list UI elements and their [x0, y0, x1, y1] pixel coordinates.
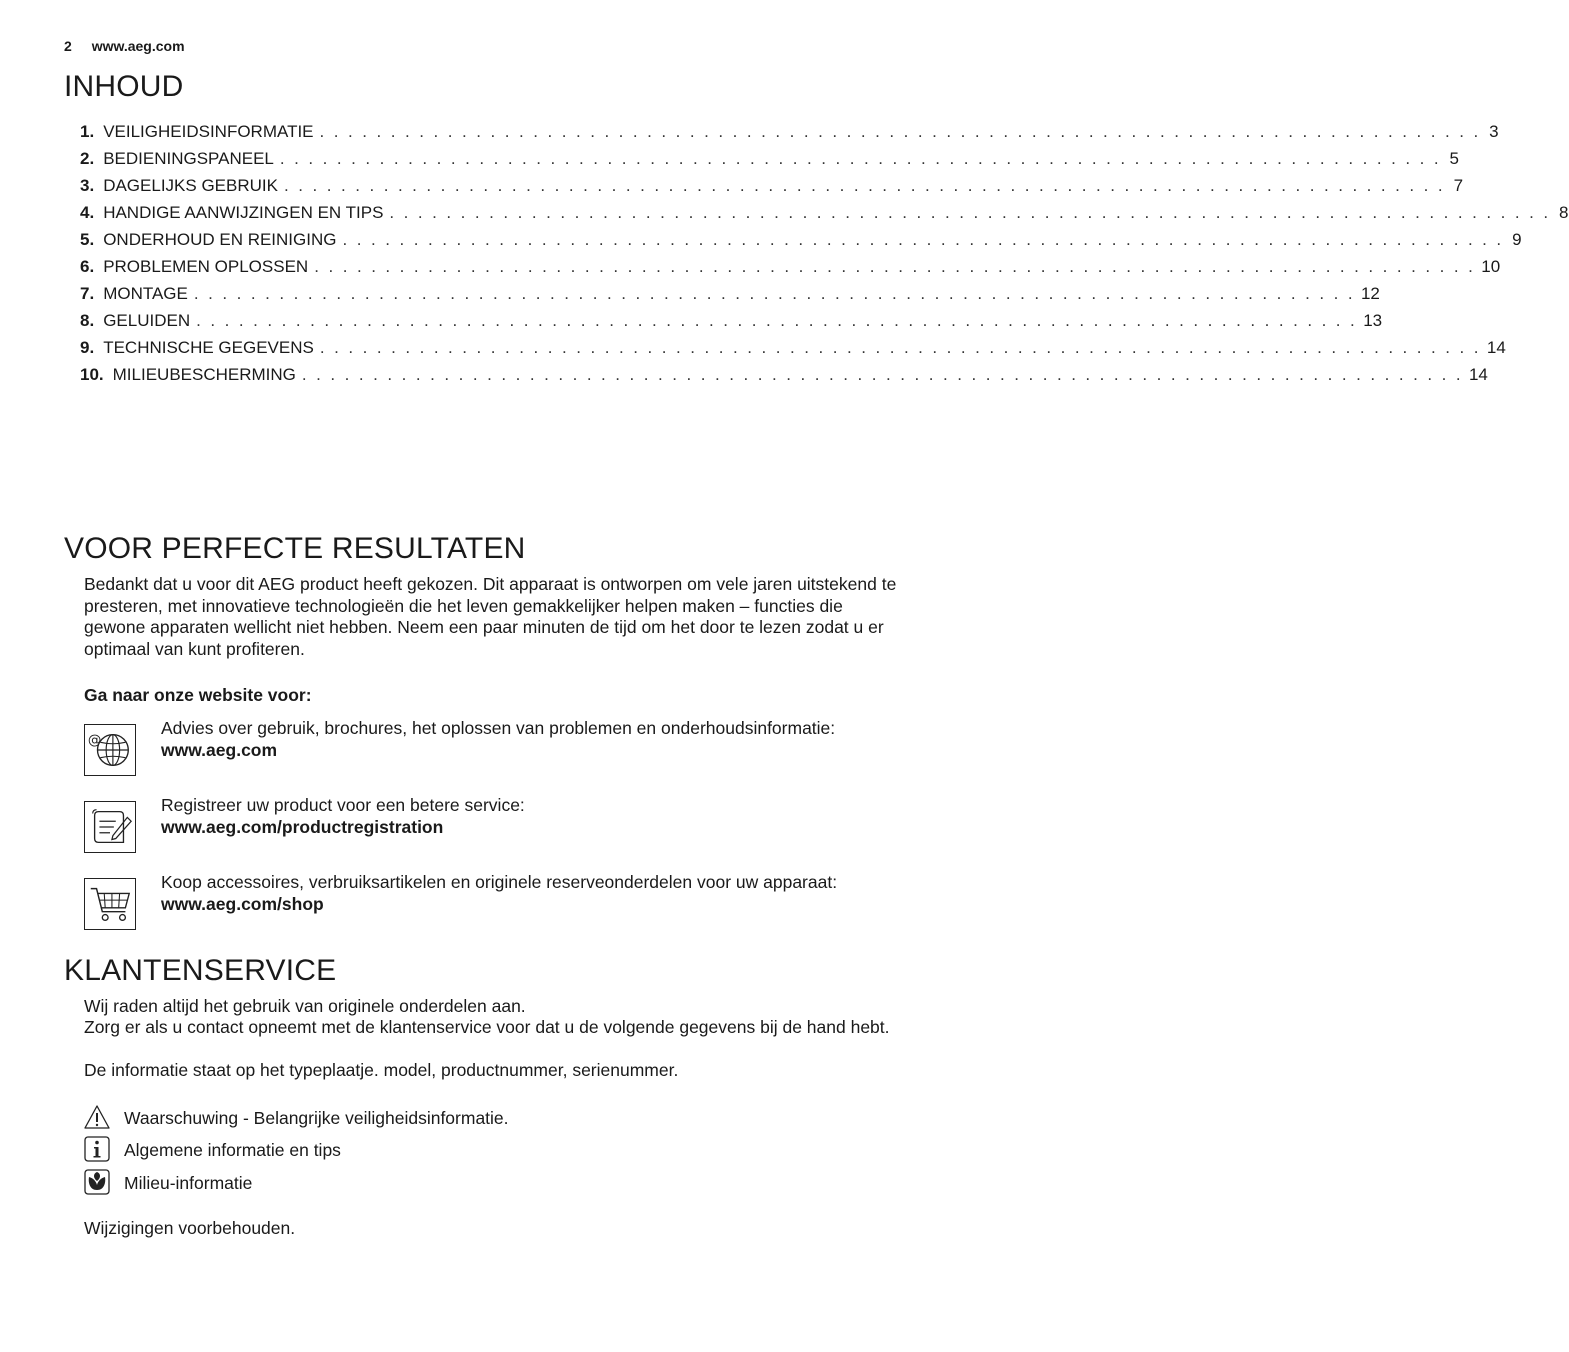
toc-item-number: 2.: [80, 149, 95, 168]
toc-title: INHOUD: [64, 70, 184, 103]
legend-warning: [84, 1104, 784, 1132]
toc-dot-leader: . . . . . . . . . . . . . . . . . . . . . . . . . . . . . . . . . . . . . . . . . . . . . . . . . . . . . . . . . . . . . . . . . . . . . . . . . . . . . . . . . .: [319, 338, 1481, 357]
footer-note: Wijzigingen voorbehouden.: [84, 1218, 296, 1238]
toc-item-title: HANDIGE AANWIJZINGEN EN TIPS: [103, 203, 384, 222]
toc-item-title: ONDERHOUD EN REINIGING: [103, 230, 337, 249]
warning-triangle-icon: [84, 1104, 110, 1130]
toc-dot-leader: . . . . . . . . . . . . . . . . . . . . . . . . . . . . . . . . . . . . . . . . . . . . . . . . . . . . . . . . . . . . . . . . . . . . . . . . . . . . . . . . . .: [283, 176, 1446, 195]
toc-dot-leader: . . . . . . . . . . . . . . . . . . . . . . . . . . . . . . . . . . . . . . . . . . . . . . . . . . . . . . . . . . . . . . . . . . . . . . . . . . . . . . . . . .: [314, 257, 1476, 276]
toc-item-page: 9: [1512, 230, 1522, 249]
toc-item[interactable]: [80, 203, 1569, 230]
website-url[interactable]: www.aeg.com/shop: [161, 893, 324, 914]
toc-item-page: 13: [1363, 311, 1383, 330]
toc-item[interactable]: [80, 365, 1488, 392]
toc-item-page: 3: [1489, 122, 1499, 141]
toc-dot-leader: . . . . . . . . . . . . . . . . . . . . . . . . . . . . . . . . . . . . . . . . . . . . . . . . . . . . . . . . . . . . . . . . . . . . . . . . . . . . . . . . . .: [193, 284, 1355, 303]
legend-text: Algemene informatie en tips: [124, 1140, 341, 1160]
toc-item-title: DAGELIJKS GEBRUIK: [103, 176, 278, 195]
legend-text: Milieu-informatie: [124, 1173, 253, 1193]
website-heading: Ga naar onze website voor:: [84, 685, 312, 705]
toc-item-number: 8.: [80, 311, 95, 330]
header-site-link[interactable]: www.aeg.com: [91, 38, 185, 54]
toc-dot-leader: . . . . . . . . . . . . . . . . . . . . . . . . . . . . . . . . . . . . . . . . . . . . . . . . . . . . . . . . . . . . . . . . . . . . . . . . . . . . . . . . . .: [279, 149, 1441, 168]
toc-item-page: 14: [1468, 365, 1488, 384]
info-icon: [84, 1136, 110, 1162]
website-url[interactable]: www.aeg.com: [161, 739, 278, 760]
environment-leaf-icon: [84, 1169, 110, 1195]
toc-item-page: 8: [1559, 203, 1569, 222]
toc-item-title: MILIEUBESCHERMING: [112, 365, 296, 384]
table-of-contents: [80, 122, 1569, 392]
toc-item-title: PROBLEMEN OPLOSSEN: [103, 257, 309, 276]
service-line-typeplate: De informatie staat op het typeplaatje. model, productnummer, serienummer.: [84, 1060, 679, 1080]
toc-item-page: 5: [1449, 149, 1459, 168]
shopping-cart-icon: [84, 878, 136, 930]
toc-item[interactable]: [80, 338, 1506, 365]
toc-item[interactable]: [80, 149, 1459, 176]
toc-item-page: 14: [1486, 338, 1506, 357]
toc-dot-leader: . . . . . . . . . . . . . . . . . . . . . . . . . . . . . . . . . . . . . . . . . . . . . . . . . . . . . . . . . . . . . . . . . . . . . . . . . . . . . . . . . .: [319, 122, 1481, 141]
toc-item-number: 5.: [80, 230, 95, 249]
toc-item[interactable]: [80, 176, 1464, 203]
link-description: Advies over gebruik, brochures, het oplossen van problemen en onderhoudsinformatie:: [161, 718, 836, 738]
toc-item-title: BEDIENINGSPANEEL: [103, 149, 274, 168]
toc-dot-leader: . . . . . . . . . . . . . . . . . . . . . . . . . . . . . . . . . . . . . . . . . . . . . . . . . . . . . . . . . . . . . . . . . . . . . . . . . . . . . . . . . .: [196, 311, 1358, 330]
toc-item-page: 7: [1453, 176, 1464, 195]
toc-item-title: VEILIGHEIDSINFORMATIE: [103, 122, 314, 141]
toc-item[interactable]: [80, 122, 1499, 149]
link-description: Registreer uw product voor een betere service:: [161, 795, 525, 815]
toc-item-page: 10: [1481, 257, 1501, 276]
toc-item-title: MONTAGE: [103, 284, 188, 303]
link-description: Koop accessoires, verbruiksartikelen en originele reserveonderdelen voor uw apparaat:: [161, 872, 838, 892]
website-url[interactable]: www.aeg.com/productregistration: [161, 816, 444, 837]
toc-item-title: GELUIDEN: [103, 311, 191, 330]
toc-item-number: 6.: [80, 257, 95, 276]
toc-item-page: 12: [1360, 284, 1380, 303]
globe-at-icon: [84, 724, 136, 776]
results-title: VOOR PERFECTE RESULTATEN: [64, 532, 526, 565]
service-title: KLANTENSERVICE: [64, 954, 337, 987]
legend-environment: [84, 1169, 784, 1197]
toc-item[interactable]: [80, 230, 1522, 257]
toc-item[interactable]: [80, 311, 1383, 338]
toc-dot-leader: . . . . . . . . . . . . . . . . . . . . . . . . . . . . . . . . . . . . . . . . . . . . . . . . . . . . . . . . . . . . . . . . . . . . . . . . . . . . . . . . . .: [389, 203, 1551, 222]
toc-item[interactable]: [80, 257, 1501, 284]
toc-item-number: 10.: [80, 365, 104, 384]
toc-item-title: TECHNISCHE GEGEVENS: [103, 338, 314, 357]
svg-text:@: @: [87, 733, 102, 749]
toc-item-number: 9.: [80, 338, 95, 357]
legend-text: Waarschuwing - Belangrijke veiligheidsinformatie.: [124, 1108, 509, 1128]
toc-item-number: 7.: [80, 284, 95, 303]
toc-item-number: 3.: [80, 176, 95, 195]
legend-info: [84, 1136, 784, 1164]
service-line-contact: Zorg er als u contact opneemt met de klantenservice voor dat u de volgende gegevens bij de hand hebt.: [84, 1017, 890, 1037]
service-line-original-parts: Wij raden altijd het gebruik van originele onderdelen aan.: [84, 996, 526, 1016]
registration-form-icon: [84, 801, 136, 853]
results-intro: Bedankt dat u voor dit AEG product heeft gekozen. Dit apparaat is ontworpen om vele jaren uitstekend te presteren, met innovatieve technologieën die het leven gemakkelijker helpen maken – functies die gewone apparaten wellicht niet hebben. Neem een paar minuten de tijd om het door te lezen zodat u er optimaal van kunt profiteren.: [84, 574, 897, 659]
page-number: 2: [64, 38, 72, 54]
toc-item-number: 1.: [80, 122, 95, 141]
toc-dot-leader: . . . . . . . . . . . . . . . . . . . . . . . . . . . . . . . . . . . . . . . . . . . . . . . . . . . . . . . . . . . . . . . . . . . . . . . . . . . . . . . . . .: [342, 230, 1504, 249]
toc-item-number: 4.: [80, 203, 95, 222]
toc-item[interactable]: [80, 284, 1380, 311]
toc-dot-leader: . . . . . . . . . . . . . . . . . . . . . . . . . . . . . . . . . . . . . . . . . . . . . . . . . . . . . . . . . . . . . . . . . . . . . . . . . . . . . . . . . .: [301, 365, 1463, 384]
page-header: [64, 38, 185, 54]
